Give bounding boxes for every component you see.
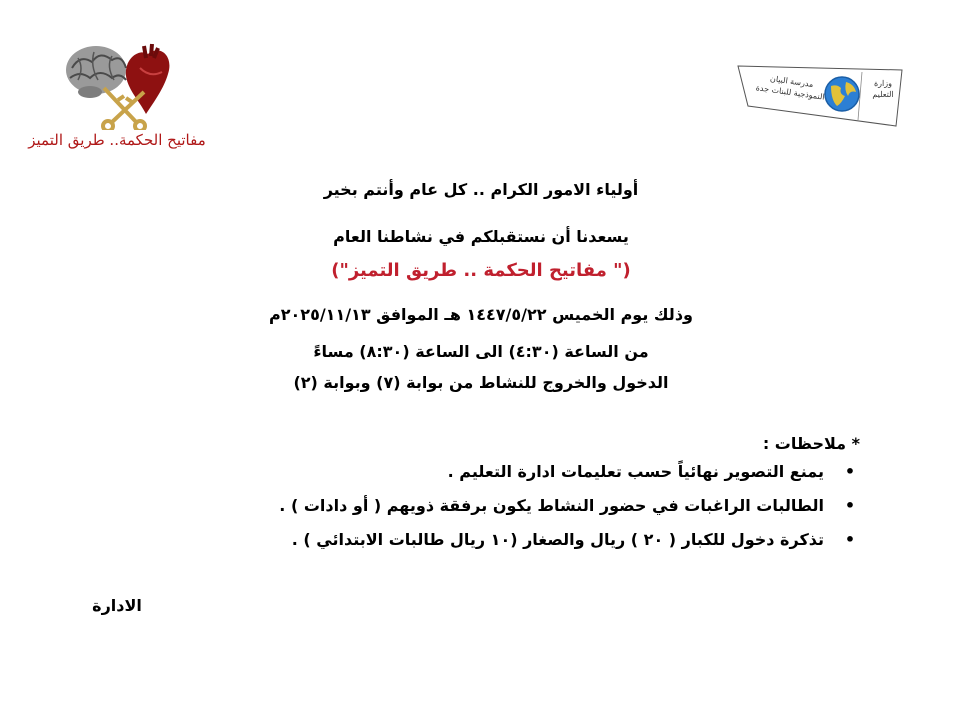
welcome-line: يسعدنا أن نستقبلكم في نشاطنا العام [333,227,629,246]
globe-icon [822,74,862,114]
bullet-icon: • [844,462,856,481]
motto-line: (" مفاتيح الحكمة .. طريق التميز") [331,260,631,281]
bullet-icon: • [844,530,856,549]
signature: الادارة [92,596,142,615]
list-item [160,496,860,530]
bullet-icon: • [844,496,856,515]
brain-heart-keys-icon [60,38,172,130]
note-text: الطالبات الراغبات في حضور النشاط يكون برفقة ذويهم ( أو دادات ) . [279,496,824,515]
date-line: وذلك يوم الخميس ١٤٤٧/٥/٢٢ هـ الموافق ٢٠٢٥/١١/١٣م [269,305,693,324]
note-text: يمنع التصوير نهائياً حسب تعليمات ادارة التعليم . [447,462,824,481]
school-name: مدرسة البيان النموذجية للبنات جدة [755,74,826,102]
wisdom-keys-logo [22,38,212,156]
list-item [160,462,860,496]
greeting-line: أولياء الامور الكرام .. كل عام وأنتم بخير [323,180,639,199]
logo-caption: مفاتيح الحكمة.. طريق التميز [28,131,206,149]
gates-line: الدخول والخروج للنشاط من بوابة (٧) وبوابة (٢) [293,373,669,392]
notes-list [160,462,860,564]
time-line: من الساعة (٤:٣٠) الى الساعة (٨:٣٠) مساءً [313,342,649,361]
note-text: تذكرة دخول للكبار ( ٢٠ ) ريال والصغار (١٠ ريال طالبات الابتدائي ) . [291,530,824,549]
ministry-name: وزارة التعليم [872,79,894,99]
notes-title: * ملاحظات : [762,434,860,453]
list-item [160,530,860,564]
school-logo [736,62,908,128]
